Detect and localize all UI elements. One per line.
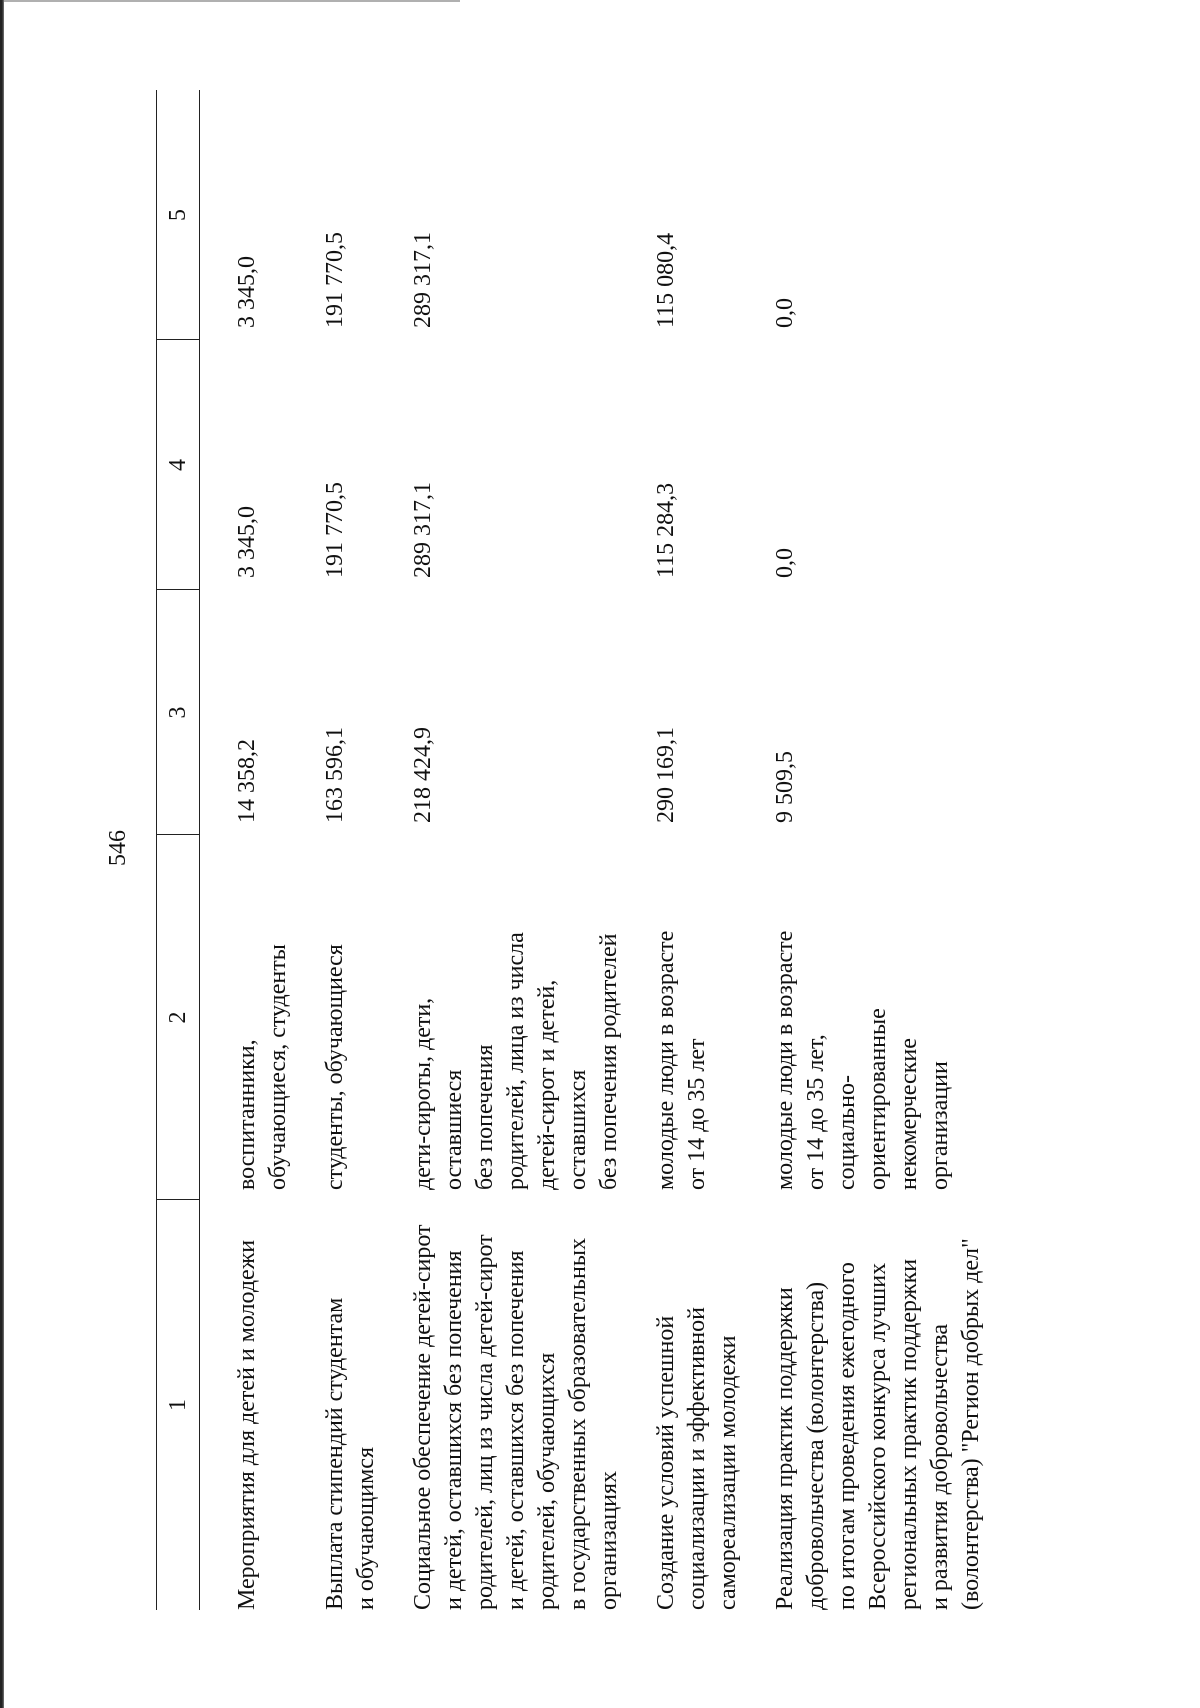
budget-table-container [156, 90, 987, 1610]
header-col-4: 4 [157, 340, 200, 590]
row-2-value-4: 191 770,5 [322, 482, 348, 578]
header-col-3: 3 [157, 590, 200, 835]
row-4-value-5: 115 080,4 [653, 232, 679, 328]
row-3-activity: Социальное обеспечение детей-сирот и детей, оставшихся без попечения родителей, лиц из числа детей-сирот и детей, оставшихся без попечения родителей, обучающихся в государственных образовательных организациях [410, 1224, 622, 1610]
page-number: 546 [105, 830, 131, 866]
row-5-activity: Реализация практик поддержки добровольчества (волонтерства) по итогам проведения ежегодного Всероссийского конкурса лучших региональных практик поддержки и развития добровольчества (волонтерства) "Регион добрых дел" [772, 1238, 984, 1610]
row-1-value-3: 14 358,2 [234, 739, 260, 823]
row-5-recipients: молодые люди в возрасте от 14 до 35 лет, социально- ориентированные некомерческие организации [772, 930, 953, 1190]
row-2-value-3: 163 596,1 [322, 727, 348, 823]
row-1-recipients: воспитанники, обучающиеся, студенты [234, 944, 291, 1190]
row-5-value-5: 0,0 [772, 298, 798, 328]
row-1-activity: Мероприятия для детей и молодежи [234, 1239, 260, 1610]
row-5-value-3: 9 509,5 [772, 751, 798, 823]
row-3-value-3: 218 424,9 [410, 727, 436, 823]
row-4-value-4: 115 284,3 [653, 482, 679, 578]
row-4-recipients: молодые люди в возрасте от 14 до 35 лет [653, 930, 710, 1190]
row-2-recipients: студенты, обучающиеся [322, 944, 348, 1190]
row-4-value-3: 290 169,1 [653, 727, 679, 823]
table-row [382, 90, 625, 1610]
table-row [200, 90, 295, 1610]
row-3-value-4: 289 317,1 [410, 482, 436, 578]
table-row [744, 90, 987, 1610]
table-row [625, 90, 744, 1610]
budget-table [156, 90, 987, 1610]
row-3-value-5: 289 317,1 [410, 232, 436, 328]
table-header-row [157, 90, 200, 1610]
row-3-recipients: дети-сироты, дети, оставшиеся без попечения родителей, лица из числа детей-сирот и детей, оставшихся без попечения родителей [410, 932, 622, 1190]
row-2-value-5: 191 770,5 [322, 232, 348, 328]
table-row [294, 90, 382, 1610]
row-4-activity: Создание условий успешной социализации и эффективной самореализации молодежи [653, 1307, 741, 1610]
row-2-activity: Выплата стипендий студентам и обучающимся [322, 1297, 379, 1610]
header-col-2: 2 [157, 835, 200, 1200]
header-col-5: 5 [157, 90, 200, 340]
header-col-1: 1 [157, 1200, 200, 1610]
row-5-value-4: 0,0 [772, 548, 798, 578]
row-1-value-5: 3 345,0 [234, 256, 260, 328]
row-1-value-4: 3 345,0 [234, 506, 260, 578]
